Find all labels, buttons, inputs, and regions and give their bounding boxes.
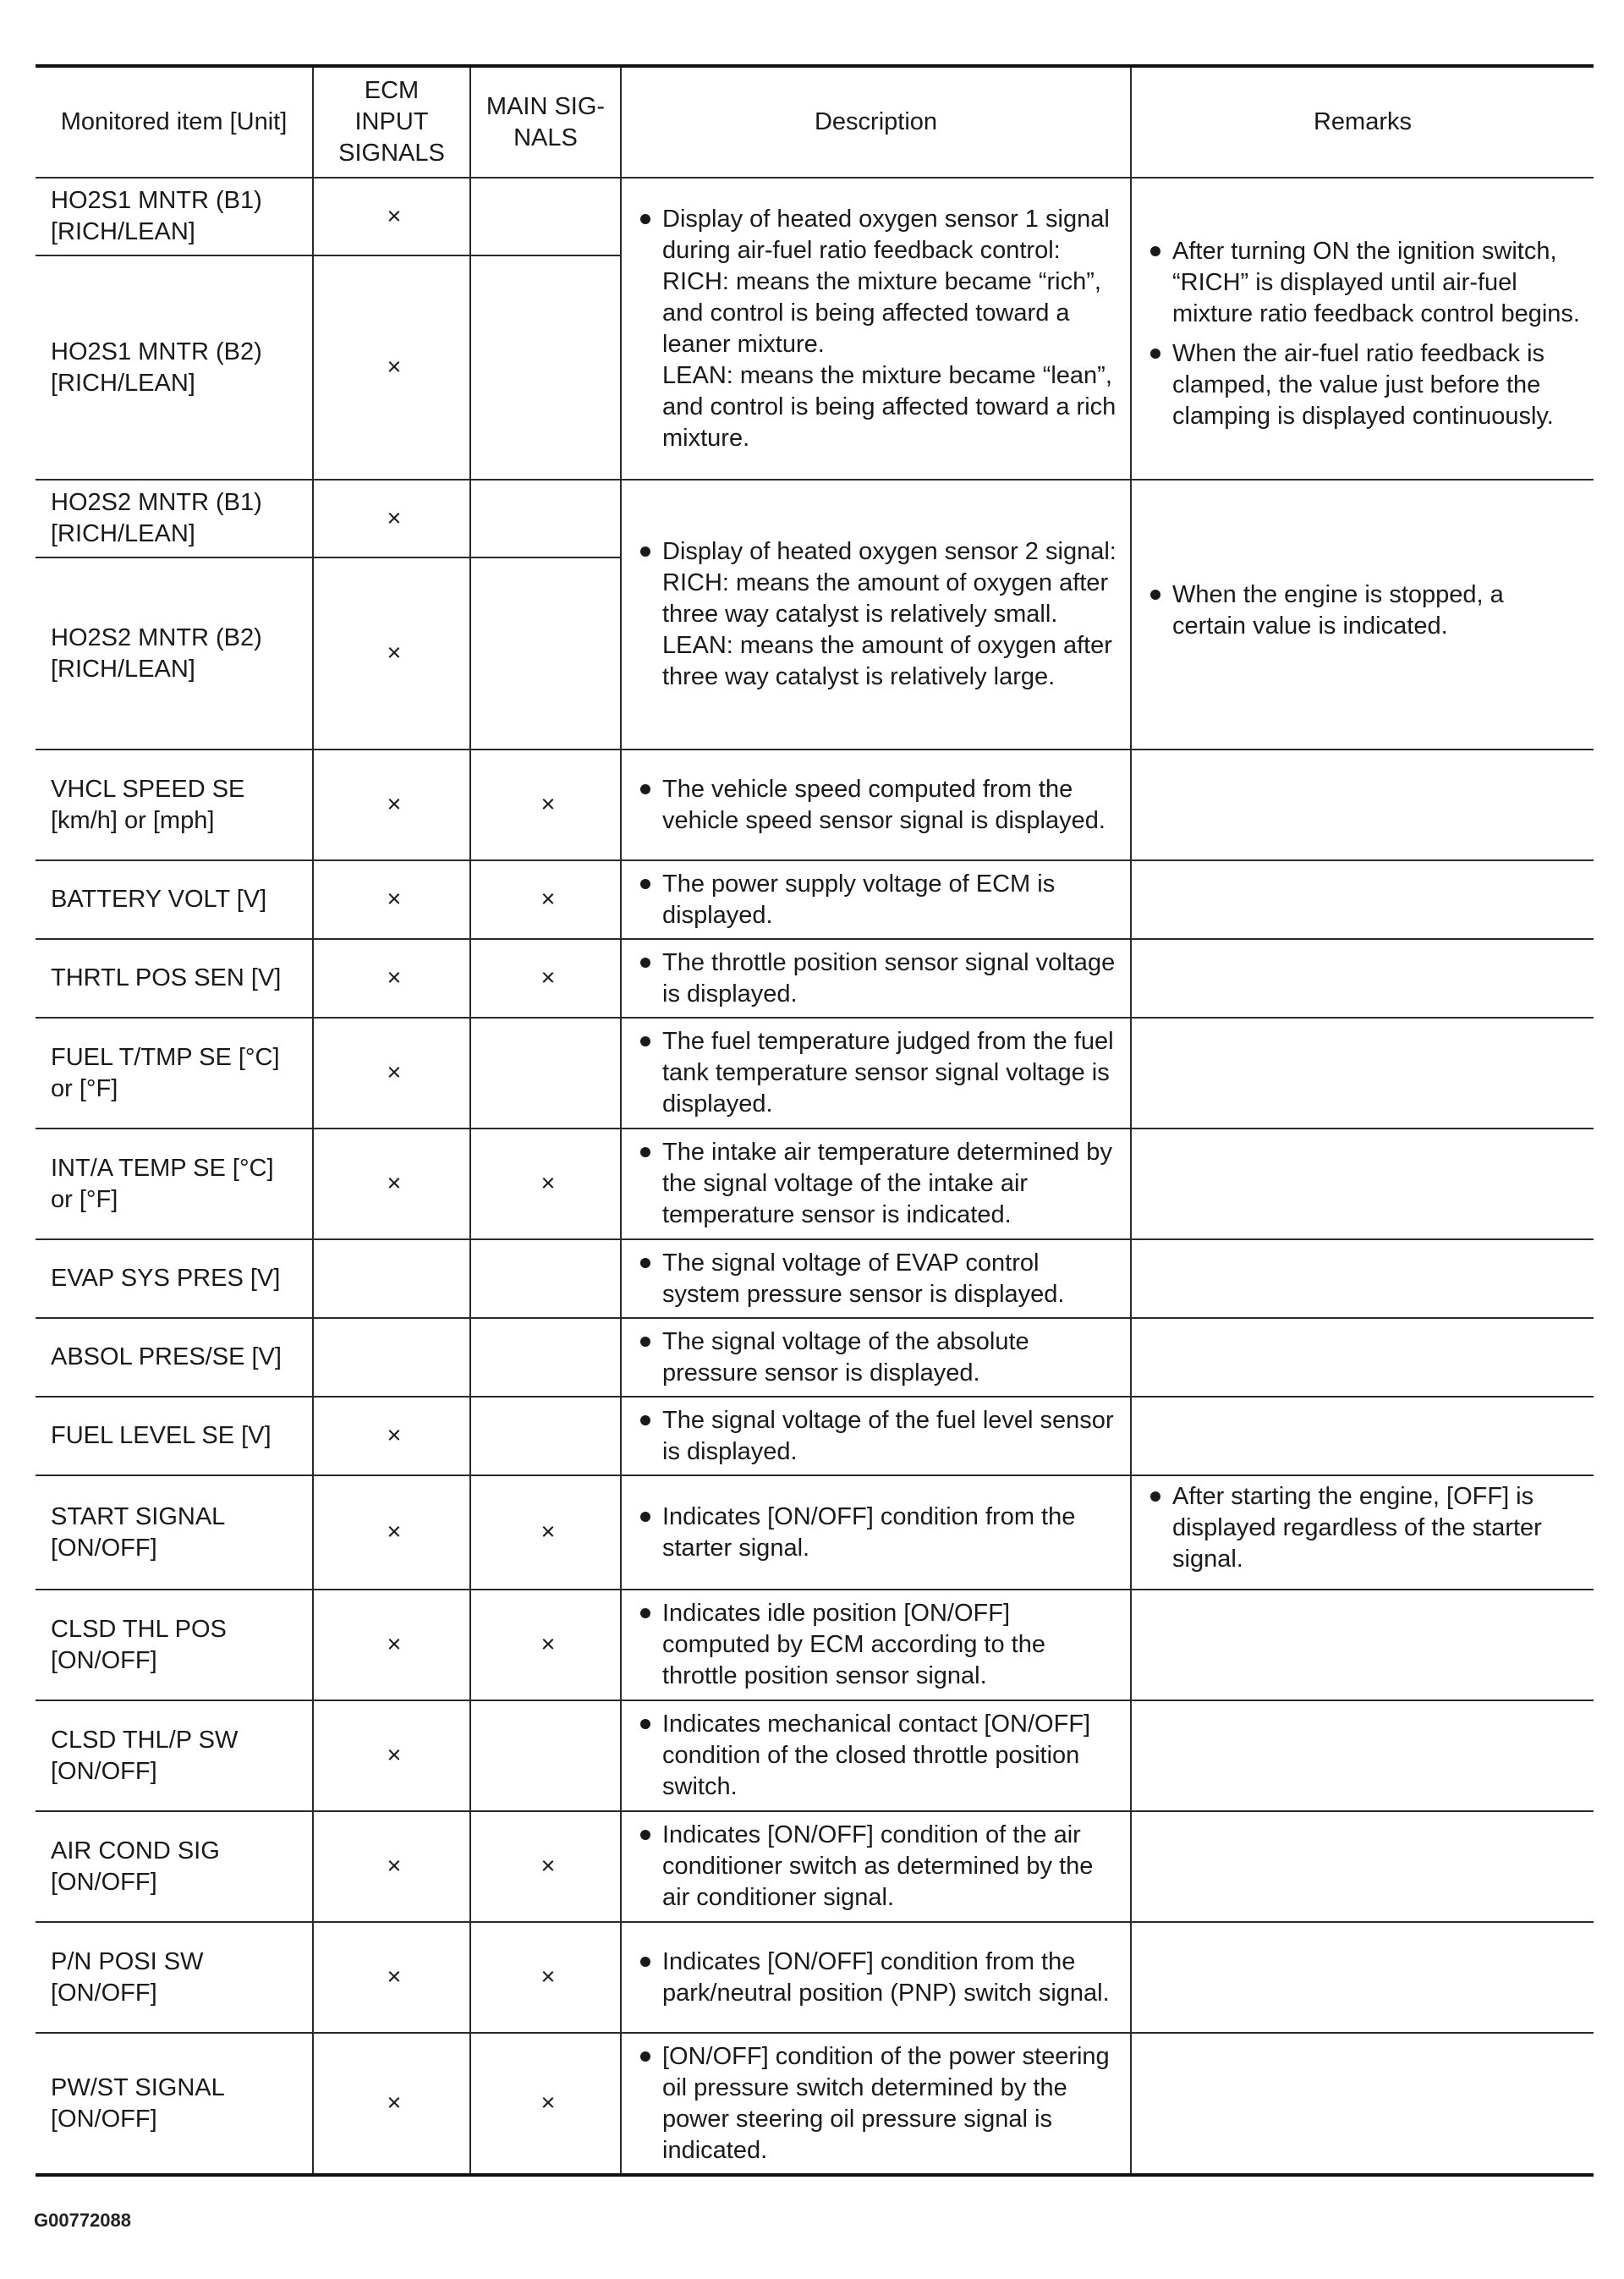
monitored-item: HO2S2 MNTR (B1) [RICH/LEAN] [36,480,313,557]
monitored-items-table [36,64,1594,2177]
main-signal-mark: × [470,750,621,860]
description-bullet: The signal voltage of EVAP control system pressure sensor is displayed. [637,1248,1120,1310]
remarks-cell [1131,939,1594,1018]
table-row [36,1239,1594,1318]
description-bullet: Display of heated oxygen sensor 1 signal during air-fuel ratio feedback control: RICH: means the mixture became “rich”, and control is being affected toward a leaner mixture. LEAN: means the mixture became “lean”, and control is being affected toward a rich mixture. [637,204,1120,454]
description-cell [621,860,1131,939]
monitored-item: HO2S1 MNTR (B1) [RICH/LEAN] [36,178,313,255]
main-signal-mark [470,1397,621,1475]
table-row [36,860,1594,939]
table-row [36,750,1594,860]
monitored-item: P/N POSI SW [ON/OFF] [36,1922,313,2033]
main-signal-mark: × [470,1475,621,1590]
description-cell [621,1475,1131,1590]
table-row [36,1475,1594,1590]
header-description: Description [621,66,1131,178]
monitored-item: CLSD THL/P SW [ON/OFF] [36,1700,313,1811]
main-signal-mark [470,557,621,750]
description-bullet: Display of heated oxygen sensor 2 signal: RICH: means the amount of oxygen after three way catalyst is relatively small. LEAN: means the amount of oxygen after three way catalyst is relatively large. [637,536,1120,693]
remarks-cell [1131,480,1594,750]
main-signal-mark [470,1318,621,1397]
ecm-input-mark: × [313,1129,470,1239]
monitored-item: FUEL T/TMP SE [°C] or [°F] [36,1018,313,1129]
monitored-item: START SIGNAL [ON/OFF] [36,1475,313,1590]
table-row [36,1811,1594,1922]
description-bullet: Indicates [ON/OFF] condition of the air conditioner switch as determined by the air conditioner signal. [637,1820,1120,1914]
table-row [36,2033,1594,2175]
description-bullet: The fuel temperature judged from the fuel tank temperature sensor signal voltage is displayed. [637,1026,1120,1120]
monitored-item: AIR COND SIG [ON/OFF] [36,1811,313,1922]
main-signal-mark [470,1239,621,1318]
monitored-item: HO2S1 MNTR (B2) [RICH/LEAN] [36,255,313,480]
main-signal-mark [470,480,621,557]
remarks-cell [1131,860,1594,939]
header-monitored-item: Monitored item [Unit] [36,66,313,178]
main-signal-mark: × [470,1811,621,1922]
figure-code: G00772088 [34,2210,131,2231]
description-cell [621,1318,1131,1397]
header-ecm-input-signals: ECM INPUT SIGNALS [313,66,470,178]
remarks-cell [1131,1018,1594,1129]
description-cell [621,939,1131,1018]
description-bullet: Indicates [ON/OFF] condition from the starter signal. [637,1502,1120,1564]
ecm-input-mark: × [313,557,470,750]
table-row [36,1018,1594,1129]
remark-bullet: When the air-fuel ratio feedback is clamped, the value just before the clamping is displayed continuously. [1147,338,1583,432]
remarks-cell [1131,1397,1594,1475]
monitored-item: BATTERY VOLT [V] [36,860,313,939]
table-row [36,480,1594,557]
monitored-item: THRTL POS SEN [V] [36,939,313,1018]
ecm-input-mark [313,1239,470,1318]
ecm-input-mark: × [313,939,470,1018]
description-bullet: The signal voltage of the absolute pressure sensor is displayed. [637,1326,1120,1389]
main-signal-mark: × [470,939,621,1018]
monitored-item: PW/ST SIGNAL [ON/OFF] [36,2033,313,2175]
ecm-input-mark: × [313,1018,470,1129]
description-cell [621,1922,1131,2033]
description-bullet: The intake air temperature determined by the signal voltage of the intake air temperature sensor is indicated. [637,1137,1120,1231]
header-remarks: Remarks [1131,66,1594,178]
remarks-cell [1131,1700,1594,1811]
main-signal-mark [470,255,621,480]
table-row [36,1318,1594,1397]
remarks-cell [1131,1811,1594,1922]
monitored-item: FUEL LEVEL SE [V] [36,1397,313,1475]
remarks-cell [1131,1129,1594,1239]
main-signal-mark: × [470,1590,621,1700]
ecm-input-mark: × [313,1475,470,1590]
description-bullet: [ON/OFF] condition of the power steering oil pressure switch determined by the power steering oil pressure signal is indicated. [637,2041,1120,2166]
description-cell [621,1590,1131,1700]
ecm-input-mark: × [313,480,470,557]
description-cell [621,1018,1131,1129]
ecm-input-mark: × [313,1700,470,1811]
ecm-input-mark [313,1318,470,1397]
remark-bullet: After starting the engine, [OFF] is displayed regardless of the starter signal. [1147,1481,1583,1575]
monitored-item: VHCL SPEED SE [km/h] or [mph] [36,750,313,860]
monitored-item: ABSOL PRES/SE [V] [36,1318,313,1397]
monitored-item: EVAP SYS PRES [V] [36,1239,313,1318]
table-row [36,939,1594,1018]
ecm-input-mark: × [313,178,470,255]
remark-bullet: When the engine is stopped, a certain value is indicated. [1147,579,1583,642]
main-signal-mark: × [470,2033,621,2175]
table-row [36,1700,1594,1811]
description-cell [621,1239,1131,1318]
remarks-cell [1131,1475,1594,1590]
description-bullet: Indicates idle position [ON/OFF] computed by ECM according to the throttle position sensor signal. [637,1598,1120,1692]
remarks-cell [1131,178,1594,480]
table-row [36,1922,1594,2033]
monitored-item: HO2S2 MNTR (B2) [RICH/LEAN] [36,557,313,750]
monitored-item: CLSD THL POS [ON/OFF] [36,1590,313,1700]
header-main-signals: MAIN SIG- NALS [470,66,621,178]
description-bullet: Indicates mechanical contact [ON/OFF] condition of the closed throttle position switch. [637,1709,1120,1803]
description-cell [621,1811,1131,1922]
description-cell [621,2033,1131,2175]
main-signal-mark: × [470,860,621,939]
ecm-input-mark: × [313,2033,470,2175]
description-bullet: The vehicle speed computed from the vehicle speed sensor signal is displayed. [637,774,1120,837]
ecm-input-mark: × [313,255,470,480]
table-header-row [36,66,1594,178]
description-cell [621,1700,1131,1811]
ecm-input-mark: × [313,1397,470,1475]
main-signal-mark [470,178,621,255]
remarks-cell [1131,2033,1594,2175]
description-cell [621,1129,1131,1239]
table-row [36,1590,1594,1700]
ecm-input-mark: × [313,1811,470,1922]
ecm-input-mark: × [313,860,470,939]
description-bullet: The signal voltage of the fuel level sensor is displayed. [637,1405,1120,1468]
description-cell [621,1397,1131,1475]
description-cell [621,178,1131,480]
table-row [36,1397,1594,1475]
remarks-cell [1131,1239,1594,1318]
description-bullet: The power supply voltage of ECM is displayed. [637,869,1120,931]
ecm-input-mark: × [313,1922,470,2033]
remarks-cell [1131,1922,1594,2033]
description-bullet: The throttle position sensor signal voltage is displayed. [637,947,1120,1010]
ecm-input-mark: × [313,1590,470,1700]
table-row [36,178,1594,255]
remarks-cell [1131,1318,1594,1397]
remarks-cell [1131,1590,1594,1700]
main-signal-mark: × [470,1129,621,1239]
main-signal-mark [470,1018,621,1129]
description-cell [621,750,1131,860]
description-cell [621,480,1131,750]
table-row [36,1129,1594,1239]
main-signal-mark [470,1700,621,1811]
ecm-input-mark: × [313,750,470,860]
remark-bullet: After turning ON the ignition switch, “RICH” is displayed until air-fuel mixture ratio feedback control begins. [1147,236,1583,330]
remarks-cell [1131,750,1594,860]
main-signal-mark: × [470,1922,621,2033]
monitored-item: INT/A TEMP SE [°C] or [°F] [36,1129,313,1239]
description-bullet: Indicates [ON/OFF] condition from the park/neutral position (PNP) switch signal. [637,1947,1120,2009]
